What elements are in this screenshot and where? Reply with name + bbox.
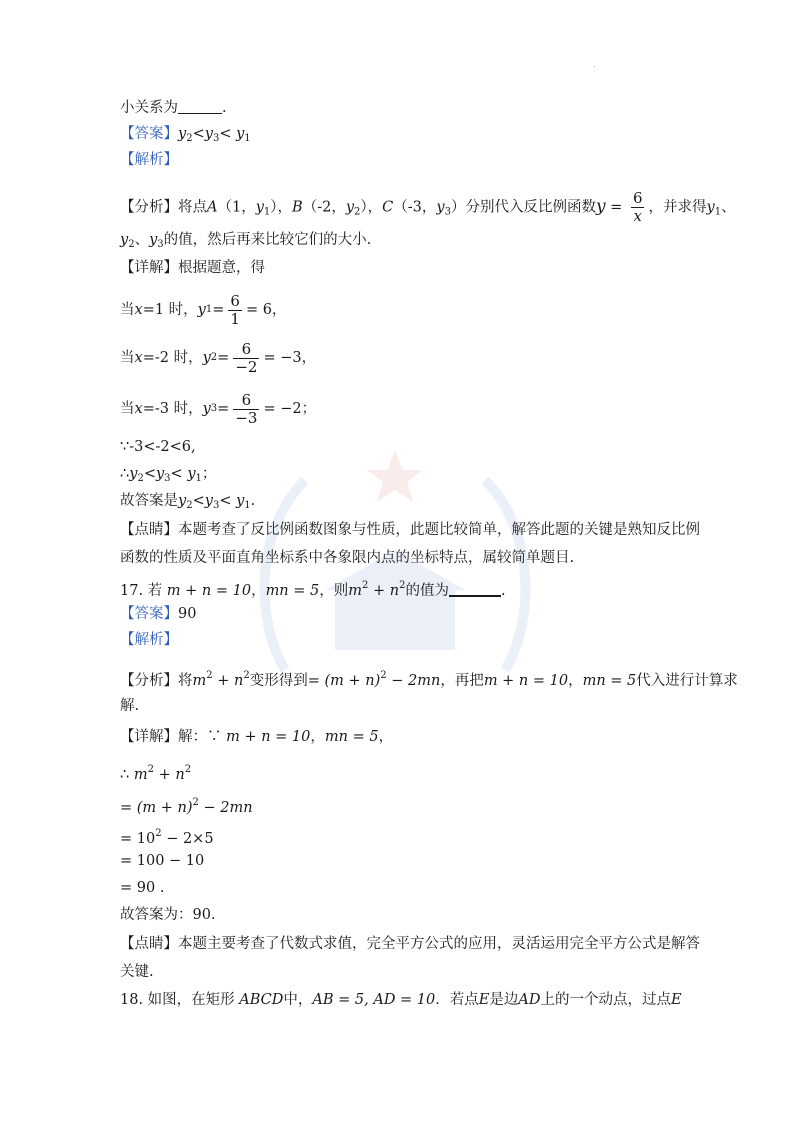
- q17-dianjing-label: 【点睛】: [120, 936, 178, 952]
- q16-case2-pre: 当: [120, 350, 135, 366]
- q16-case2-res: = −3，: [263, 350, 317, 366]
- q17-step4: = 90 .: [120, 880, 165, 896]
- q17-step1-expr: = (m + n): [120, 800, 193, 816]
- q17-fenxi-text1: 将: [178, 673, 193, 689]
- q17-dianjing-line1: [120, 934, 700, 954]
- q17-cond2: mn = 5: [265, 583, 320, 599]
- q16-case2-den: −2: [235, 357, 258, 376]
- q16-fenxi-C-y: y: [436, 199, 445, 216]
- q16-therefore-sym: ∴: [120, 466, 130, 482]
- q16-case1-val: =1 时，: [142, 302, 198, 318]
- q16-therefore-y1: y: [187, 466, 196, 482]
- q16-fenxi-func-y: y: [595, 196, 606, 217]
- q16-fenxi-A-coords: （1，: [217, 199, 256, 216]
- q16-conclusion-s3: 3: [212, 500, 220, 511]
- q16-fenxi-l2-sep: 、: [134, 232, 150, 248]
- q16-fenxi-label: 【分析】: [120, 199, 178, 216]
- q17-step0-sup2: 2: [184, 764, 192, 775]
- q17-fenxi-text3: ，再把: [440, 673, 484, 689]
- q18-pointE2: E: [670, 992, 682, 1008]
- q16-because: ∵-3<-2<6,: [120, 439, 196, 455]
- q17-conclusion: 故答案为：90.: [120, 907, 216, 923]
- q16-case3-pre: 当: [120, 401, 135, 417]
- q16-conclusion-lt1: <: [192, 493, 205, 509]
- q16-dianjing-line2: [120, 548, 574, 568]
- q16-fenxi-tail-y: y: [706, 199, 715, 216]
- q16-case3-den: −3: [235, 408, 258, 427]
- q16-answer-lt2: <: [219, 126, 232, 142]
- q17-analysis-line: [120, 630, 178, 650]
- q16-conclusion-s1: 1: [244, 500, 251, 511]
- q16-case2-eq: =: [217, 350, 230, 366]
- q16-fenxi-line2: [120, 230, 371, 255]
- q16-dianjing-label: 【点睛】: [120, 522, 178, 538]
- q16-dianjing-line1: [120, 520, 700, 540]
- q16-fenxi-C: C: [382, 199, 394, 216]
- q17-detail-label: 【详解】: [120, 729, 178, 745]
- q17-dianjing-text2: 关键.: [120, 964, 154, 980]
- q16-case3-res: = −2；: [263, 401, 317, 417]
- q16-fenxi-text2: ，并求得: [648, 199, 707, 216]
- q16-case1-num: 6: [230, 291, 240, 310]
- q17-detail-end: ，: [378, 729, 394, 745]
- q16-tail-text: 小关系为: [120, 100, 178, 116]
- q16-fenxi-l2-s2: 2: [128, 239, 135, 250]
- q18-rect: ABCD: [239, 992, 284, 1008]
- q17-tail-end: .: [500, 583, 506, 599]
- q18-number: 18. 如图，在矩形: [120, 992, 235, 1008]
- q16-fenxi-tail-end: 、: [721, 199, 736, 216]
- q16-detail-line: [120, 258, 265, 278]
- q17-detail-cond1: m + n = 10: [226, 729, 311, 745]
- q16-case1-line: [120, 290, 286, 330]
- q16-case3-val: =-3 时，: [142, 401, 203, 417]
- q16-conclusion-s2: 2: [186, 500, 193, 511]
- q17-fenxi-cond2: mn = 5: [582, 673, 637, 689]
- q18-text4: 上的一个动点，过点: [540, 992, 671, 1008]
- q16-case2-val: =-2 时，: [142, 350, 203, 366]
- q16-detail-label: 【详解】: [120, 260, 178, 276]
- q16-answer-blank: [178, 99, 222, 114]
- q16-analysis-label: 【解析】: [120, 152, 178, 168]
- q17-fenxi-line2: [120, 696, 139, 716]
- q17-step0-line: [120, 760, 191, 785]
- q16-case1-fraction: [228, 293, 242, 328]
- q16-fenxi-eq: =: [605, 199, 627, 216]
- q17-fenxi-square: = (m + n): [307, 673, 381, 689]
- q18-text1: 中，: [283, 992, 313, 1008]
- q17-step2-tail: − 2×5: [161, 831, 214, 847]
- q17-fenxi-square-tail: − 2mn: [386, 673, 441, 689]
- q17-sep1: ，: [251, 583, 266, 599]
- q16-case1-res: = 6，: [245, 302, 287, 318]
- q16-fenxi-C-coords: （-3，: [393, 199, 437, 216]
- q16-conclusion-y1: y: [236, 493, 245, 509]
- q16-case2-s: 2: [210, 352, 218, 363]
- q17-step3: = 100 − 10: [120, 853, 205, 869]
- q16-answer-label: 【答案】: [120, 126, 178, 142]
- q16-case1-s: 1: [205, 304, 213, 315]
- q17-dianjing-line2: [120, 962, 154, 982]
- q16-case3-fraction: [233, 392, 259, 427]
- q17-step1-tail: − 2mn: [198, 800, 253, 816]
- q17-step3-line: [120, 851, 204, 871]
- q16-fenxi-tail-s: 1: [714, 206, 722, 218]
- q16-fenxi-fraction: [631, 190, 645, 225]
- q17-step2-line: [120, 824, 214, 849]
- q16-fenxi-A-y: y: [255, 199, 264, 216]
- q17-detail-line: [120, 727, 393, 747]
- q16-answer-y1: y: [236, 126, 245, 142]
- q17-analysis-label: 【解析】: [120, 632, 178, 648]
- q17-answer-line: [120, 604, 196, 624]
- q16-case1-eq: =: [212, 302, 225, 318]
- q16-detail-text: 根据题意，得: [178, 260, 265, 276]
- q16-dianjing-text2: 函数的性质及平面直角坐标系中各象限内点的坐标特点，属较简单题目.: [120, 550, 575, 566]
- q16-conclusion-y3: y: [204, 493, 213, 509]
- q16-case1-y: y: [197, 302, 206, 318]
- q16-fenxi-B-s: 2: [354, 206, 361, 218]
- q17-step2-expr: = 10: [120, 831, 156, 847]
- watermark-emblem: [245, 440, 545, 700]
- q17-fenxi-line2-text: 解.: [120, 698, 140, 714]
- q16-answer-line: [120, 124, 251, 149]
- q18-cond: AB = 5, AD = 10: [312, 992, 436, 1008]
- q16-therefore-s3: 3: [164, 473, 171, 484]
- q16-case3-y: y: [202, 401, 211, 417]
- q18-question-line: [120, 990, 682, 1010]
- q16-therefore-lt2: <: [170, 466, 183, 482]
- q17-expr-m: m: [348, 583, 362, 599]
- q17-fenxi-square-sup: 2: [380, 670, 387, 681]
- q16-fenxi-l2-text: 的值，然后再来比较它们的大小.: [163, 232, 372, 248]
- q16-answer-lt1: <: [192, 126, 205, 142]
- q18-side: AD: [518, 992, 541, 1008]
- q16-answer-y2: y: [178, 126, 187, 142]
- q17-step0-m: m: [133, 767, 148, 783]
- q16-case2-line: [120, 338, 316, 378]
- q17-expr-sup2: 2: [399, 580, 406, 591]
- q16-fenxi-B-coords: （-2，: [302, 199, 346, 216]
- q16-answer-s2: 2: [186, 133, 193, 144]
- q16-conclusion-y2: y: [178, 493, 187, 509]
- q16-conclusion-end: .: [250, 493, 256, 509]
- q16-therefore-line: [120, 464, 216, 489]
- q16-conclusion-pre: 故答案是: [120, 493, 178, 509]
- q16-case2-num: 6: [241, 339, 252, 358]
- q17-cond1: m + n = 10: [166, 583, 252, 599]
- q16-case3-eq: =: [217, 401, 230, 417]
- q17-answer-value: 90: [178, 606, 197, 622]
- q17-fenxi-label: 【分析】: [120, 673, 178, 689]
- q17-fenxi-text2: 变形得到: [249, 673, 308, 689]
- q17-fenxi-cond1: m + n = 10: [483, 673, 569, 689]
- q18-pointE: E: [478, 992, 490, 1008]
- q17-answer-label: 【答案】: [120, 606, 178, 622]
- q16-fenxi-den: x: [633, 207, 642, 225]
- q16-therefore-y2: y: [129, 466, 138, 482]
- q16-fenxi-text1: 将点: [178, 199, 207, 216]
- q16-dianjing-text1: 本题考查了反比例函数图象与性质，此题比较简单，解答此题的关键是熟知反比例: [178, 522, 700, 538]
- q16-fenxi-C-s: 3: [444, 206, 451, 218]
- q16-fenxi-A-close: ），: [270, 199, 293, 216]
- q17-fenxi-expr-m: m: [192, 673, 207, 689]
- q16-answer-s1: 1: [244, 133, 251, 144]
- q16-case3-x: x: [134, 401, 143, 417]
- q16-fenxi-B-y: y: [345, 199, 355, 216]
- q16-tail-end: .: [222, 100, 227, 116]
- q17-detail-sep: ，: [310, 729, 325, 745]
- q17-question-line: [120, 576, 506, 601]
- q16-case1-x: x: [134, 302, 143, 318]
- q16-fenxi-B: B: [292, 199, 303, 216]
- q16-case1-pre: 当: [120, 302, 135, 318]
- q17-number: 17. 若: [120, 583, 163, 599]
- q16-fenxi-l2-y3: y: [149, 232, 158, 248]
- q16-case3-num: 6: [241, 390, 252, 409]
- q16-fenxi-l2-y2: y: [120, 232, 129, 248]
- q16-conclusion-line: [120, 491, 255, 516]
- q17-step2-sup: 2: [155, 828, 162, 839]
- q17-step1-line: [120, 793, 253, 818]
- q16-therefore-end: ；: [201, 466, 217, 482]
- q17-fenxi-expr-plus: + n: [212, 673, 244, 689]
- q16-therefore-y3: y: [155, 466, 165, 482]
- q17-step1-sup: 2: [192, 797, 199, 808]
- q16-analysis-line: [120, 150, 178, 170]
- q16-fenxi-B-close: ），: [360, 199, 383, 216]
- q18-text2: ．若点: [435, 992, 479, 1008]
- q16-tail-line: [120, 98, 227, 118]
- q17-detail-text: 解：∵: [178, 729, 222, 745]
- q17-expr-plus: + n: [368, 583, 400, 599]
- q16-case2-x: x: [134, 350, 143, 366]
- q16-case2-y: y: [202, 350, 211, 366]
- q16-fenxi-num: 6: [632, 189, 643, 207]
- q16-fenxi-A: A: [207, 199, 218, 216]
- q16-fenxi-A-s: 1: [263, 206, 271, 218]
- q16-case2-fraction: [233, 341, 259, 376]
- q17-dianjing-text1: 本题主要考查了代数式求值，完全平方公式的应用，灵活运用完全平方公式是解答: [178, 936, 700, 952]
- q17-fenxi-text4: 代入进行计算求: [636, 673, 738, 689]
- q17-answer-blank: [449, 581, 501, 597]
- q16-therefore-s2: 2: [137, 473, 144, 484]
- q17-sep2: ，则: [319, 583, 349, 599]
- q17-tail: 的值为: [405, 583, 449, 599]
- q16-case3-line: [120, 389, 316, 429]
- q17-detail-cond2: mn = 5: [324, 729, 379, 745]
- q17-step0-sym: ∴: [120, 767, 130, 783]
- q16-fenxi-C-close: ）分别代入反比例函数: [450, 199, 596, 216]
- corner-mark: .: [593, 60, 596, 69]
- q16-therefore-lt1: <: [143, 466, 156, 482]
- q17-expr-sup1: 2: [362, 580, 369, 591]
- q17-fenxi-line: [120, 666, 738, 691]
- q18-text3: 是边: [489, 992, 519, 1008]
- q16-because-line: [120, 437, 196, 457]
- q17-fenxi-expr-sup1: 2: [206, 670, 213, 681]
- q16-answer-s3: 3: [212, 133, 220, 144]
- q17-step0-sup1: 2: [147, 764, 154, 775]
- q16-fenxi-l2-s3: 3: [157, 239, 164, 250]
- q17-fenxi-sep: ，: [568, 673, 583, 689]
- q16-fenxi-line: [120, 190, 736, 225]
- q16-answer-y3: y: [204, 126, 213, 142]
- q17-conclusion-line: [120, 905, 216, 925]
- q17-step0-plus: + n: [153, 767, 185, 783]
- q16-case3-s: 3: [210, 403, 218, 414]
- q16-case1-den: 1: [230, 309, 240, 328]
- q17-step4-line: [120, 878, 164, 898]
- q16-therefore-s1: 1: [195, 473, 202, 484]
- q17-fenxi-expr-sup2: 2: [243, 670, 250, 681]
- q16-conclusion-lt2: <: [219, 493, 232, 509]
